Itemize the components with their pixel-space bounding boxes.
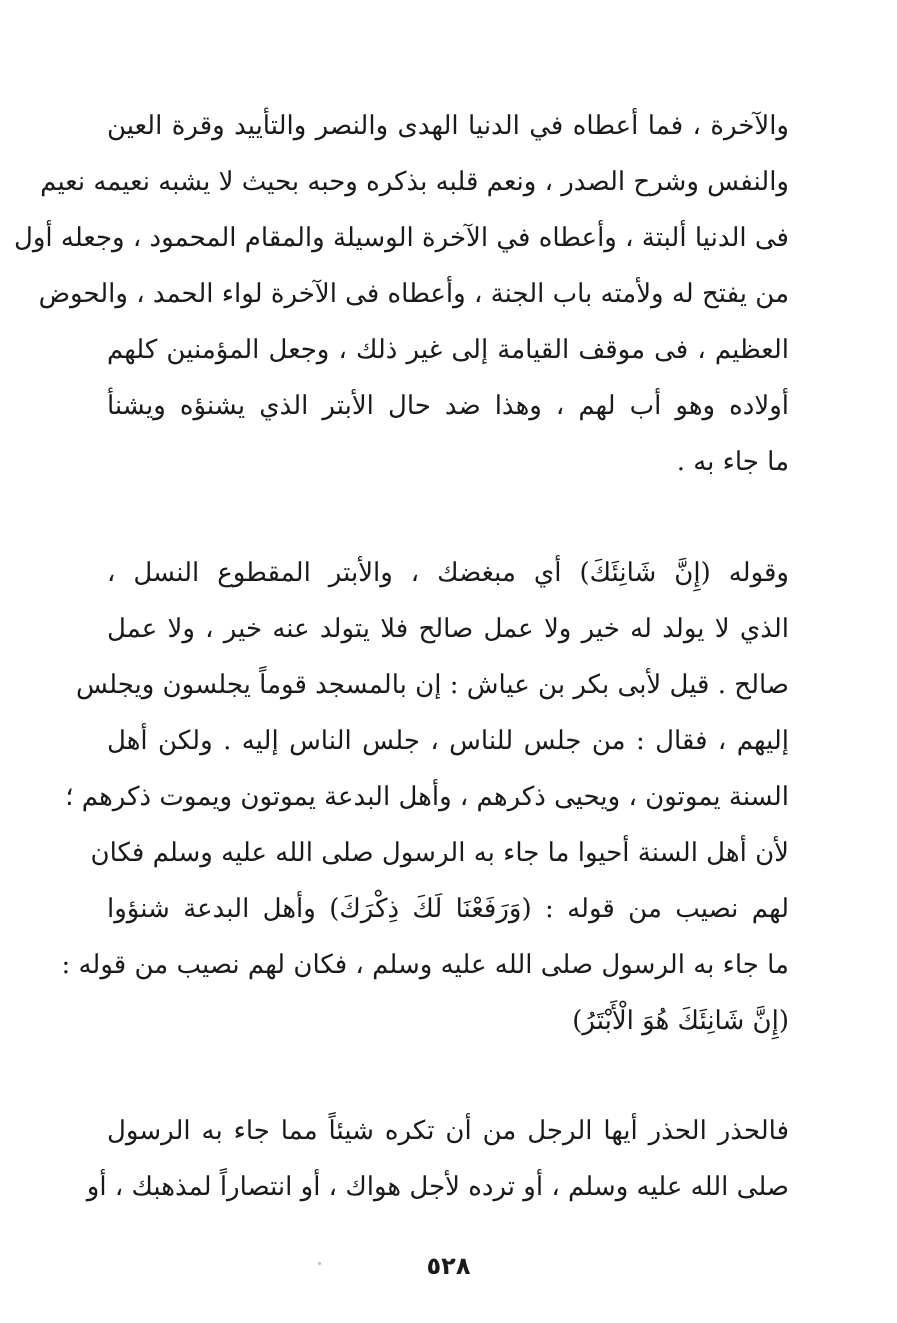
text-line: ما جاء به . xyxy=(676,447,789,477)
text-line: من يفتح له ولأمته باب الجنة ، وأعطاه فى الآخرة لواء الحمد ، والحوض xyxy=(38,279,789,309)
text-line: صلى الله عليه وسلم ، أو ترده لأجل هواك ، أو انتصاراً لمذهبك ، أو xyxy=(86,1172,789,1202)
text-line: فى الدنيا ألبتة ، وأعطاه في الآخرة الوسيلة والمقام المحمود ، وجعله أول xyxy=(13,223,789,253)
quran-verse-line: (إِنَّ شَانِئَكَ هُوَ الْأَبْتَرُ) xyxy=(572,1006,789,1036)
paragraph-3 xyxy=(86,1103,789,1215)
text-line: والآخرة ، فما أعطاه في الدنيا الهدى والنصر والتأييد وقرة العين xyxy=(107,111,789,141)
scan-speck xyxy=(318,1262,321,1265)
text-line: العظيم ، فى موقف القيامة إلى غير ذلك ، وجعل المؤمنين كلهم xyxy=(107,335,789,365)
text-line: الذي لا يولد له خير ولا عمل صالح فلا يتولد عنه خير ، ولا عمل xyxy=(107,614,789,644)
paragraph-1 xyxy=(13,98,789,490)
text-line: لهم نصيب من قوله : (وَرَفَعْنَا لَكَ ذِكْرَكَ) وأهل البدعة شنؤوا xyxy=(107,894,789,924)
paragraph-2 xyxy=(61,545,789,1049)
text-line: فالحذر الحذر أيها الرجل من أن تكره شيئاً مما جاء به الرسول xyxy=(107,1116,789,1146)
text-line: لأن أهل السنة أحيوا ما جاء به الرسول صلى الله عليه وسلم فكان xyxy=(90,838,789,868)
text-line: صالح . قيل لأبى بكر بن عياش : إن بالمسجد قوماً يجلسون ويجلس xyxy=(75,670,789,700)
text-line: ما جاء به الرسول صلى الله عليه وسلم ، فكان لهم نصيب من قوله : xyxy=(61,950,789,980)
page-number: ٥٢٨ xyxy=(426,1252,471,1280)
text-line: السنة يموتون ، ويحيى ذكرهم ، وأهل البدعة يموتون ويموت ذكرهم ؛ xyxy=(65,782,789,812)
text-line: والنفس وشرح الصدر ، ونعم قلبه بذكره وحبه بحيث لا يشبه نعيمه نعيم xyxy=(40,167,789,197)
text-line: وقوله (إِنَّ شَانِئَكَ) أي مبغضك ، والأبتر المقطوع النسل ، xyxy=(107,558,789,588)
text-line: إليهم ، فقال : من جلس للناس ، جلس الناس إليه . ولكن أهل xyxy=(107,726,789,756)
text-line: أولاده وهو أب لهم ، وهذا ضد حال الأبتر الذي يشنؤه ويشنأ xyxy=(107,391,789,421)
